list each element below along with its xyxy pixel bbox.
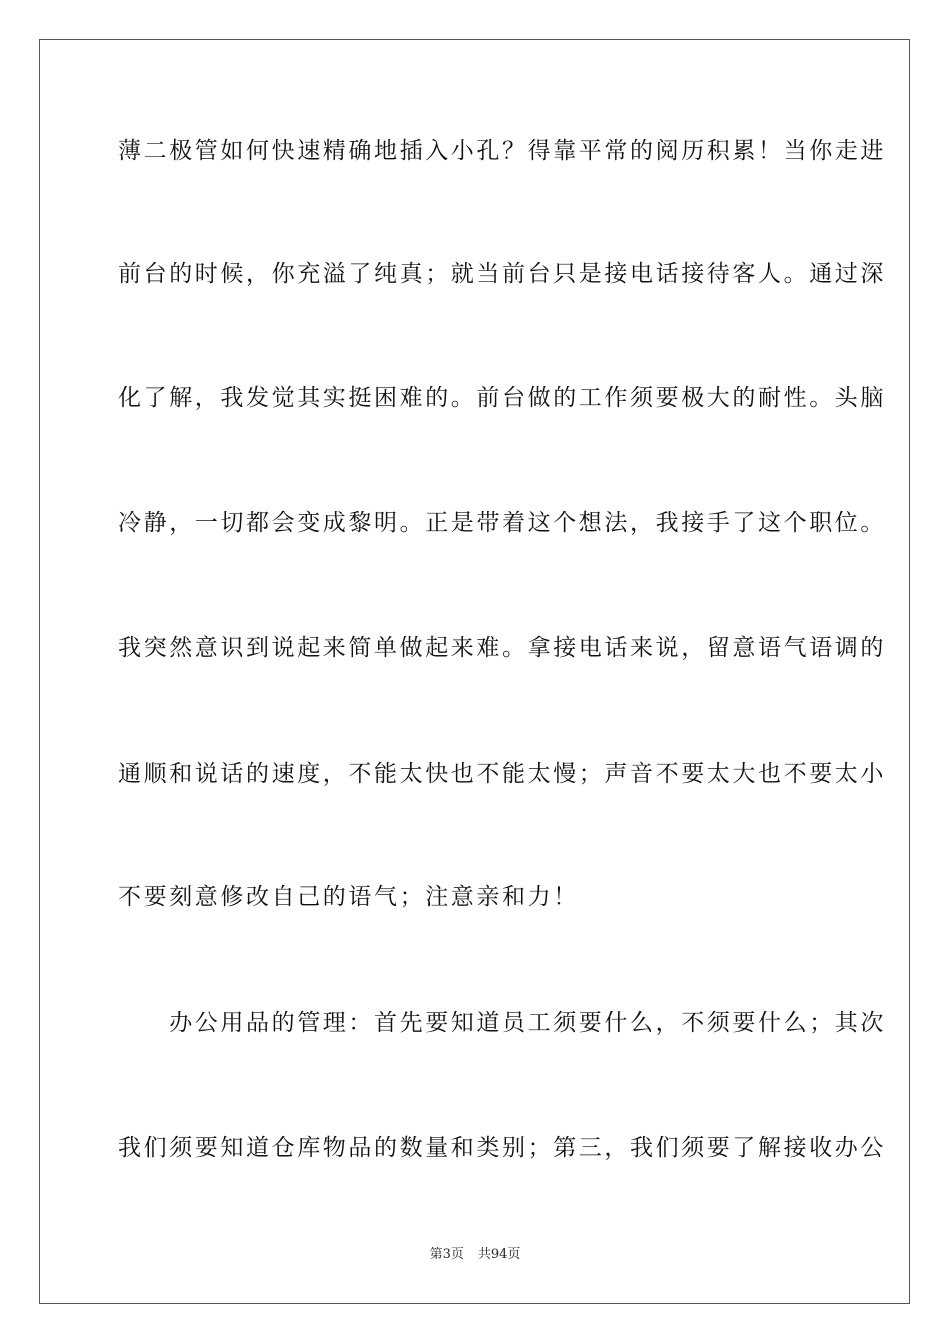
text-line-3: 化了解，我发觉其实挺困难的。前台做的工作须要极大的耐性。头脑	[118, 385, 886, 411]
page-total: 共94页	[477, 1247, 521, 1262]
text-line-4: 冷静，一切都会变成黎明。正是带着这个想法，我接手了这个职位。	[118, 510, 886, 536]
text-line-9: 我们须要知道仓库物品的数量和类别；第三，我们须要了解接收办公	[118, 1135, 886, 1161]
page-border	[39, 39, 910, 1304]
text-line-7: 不要刻意修改自己的语气；注意亲和力！	[118, 884, 579, 910]
text-line-1: 薄二极管如何快速精确地插入小孔？得靠平常的阅历积累！当你走进	[118, 138, 886, 164]
text-line-6: 通顺和说话的速度，不能太快也不能太慢；声音不要太大也不要太小	[118, 761, 886, 787]
page-footer	[0, 1246, 950, 1264]
text-line-2: 前台的时候，你充溢了纯真；就当前台只是接电话接待客人。通过深	[118, 261, 886, 287]
page-number: 第3页	[429, 1247, 464, 1262]
text-line-5: 我突然意识到说起来简单做起来难。拿接电话来说，留意语气语调的	[118, 635, 886, 661]
text-line-8: 办公用品的管理：首先要知道员工须要什么，不须要什么；其次	[118, 1010, 886, 1036]
